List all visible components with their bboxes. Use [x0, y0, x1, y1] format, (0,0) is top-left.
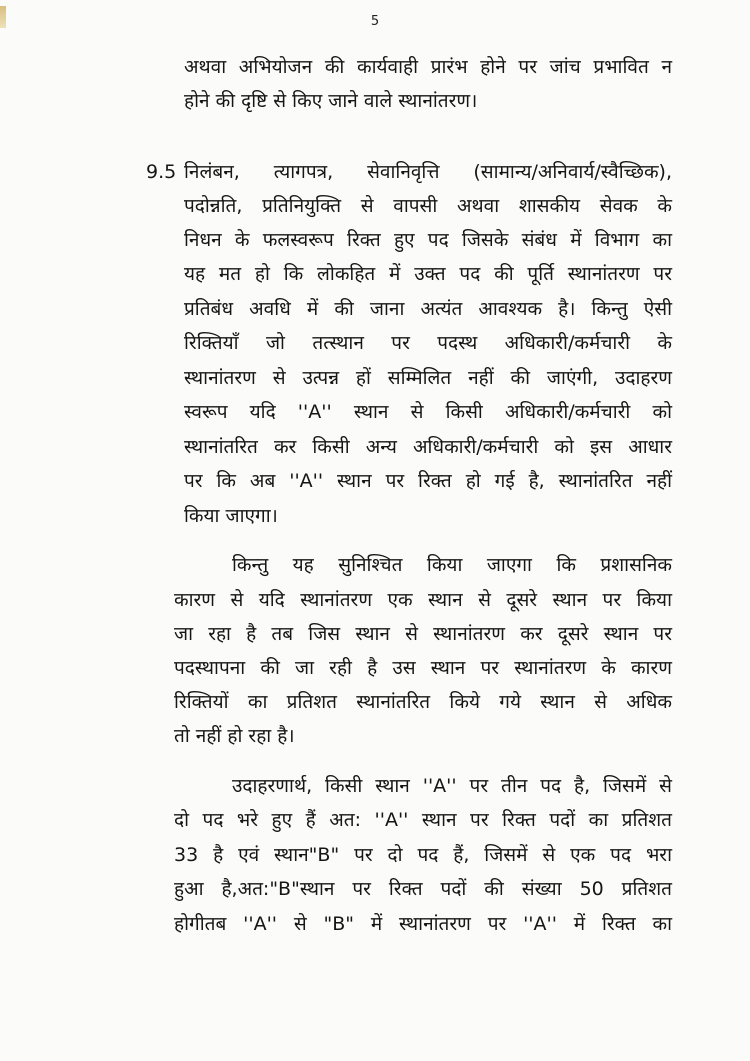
- text-line-23: हुआ है,अत:"B"स्थान पर रिक्त पदों की संख्या 50 प्रतिशत: [174, 878, 672, 900]
- text-line-10: स्वरूप यदि ''A'' स्थान से किसी अधिकारी/कर्मचारी को: [184, 401, 672, 423]
- text-line-6: यह मत हो कि लोकहित में उक्त पद की पूर्ति स्थानांतरण पर: [184, 263, 672, 285]
- text-line-1: अथवा अभियोजन की कार्यवाही प्रारंभ होने पर जांच प्रभावित न: [184, 56, 672, 78]
- text-line-19: तो नहीं हो रहा है।: [174, 725, 295, 747]
- text-line-11: स्थानांतरित कर किसी अन्य अधिकारी/कर्मचारी को इस आधार: [184, 436, 672, 458]
- text-line-20: उदाहरणार्थ, किसी स्थान ''A'' पर तीन पद है, जिसमें से: [232, 775, 672, 797]
- text-line-22: 33 है एवं स्थान"B" पर दो पद हैं, जिसमें से एक पद भरा: [174, 844, 672, 866]
- page-number: 5: [370, 14, 380, 29]
- text-line-5: निधन के फलस्वरूप रिक्त हुए पद जिसके संबंध में विभाग का: [184, 229, 672, 251]
- text-line-24: होगीतब ''A'' से "B" में स्थानांतरण पर ''A'' में रिक्त का: [174, 913, 672, 935]
- text-line-12: पर कि अब ''A'' स्थान पर रिक्त हो गई है, स्थानांतरित नहीं: [184, 470, 672, 492]
- text-line-17: पदस्थापना की जा रही है उस स्थान पर स्थानांतरण के कारण: [174, 657, 672, 679]
- clause-number: 9.5: [146, 161, 177, 183]
- text-line-3: निलंबन, त्यागपत्र, सेवानिवृत्ति (सामान्य/अनिवार्य/स्वैच्छिक),: [184, 161, 672, 183]
- text-line-16: जा रहा है तब जिस स्थान से स्थानांतरण कर दूसरे स्थान पर: [174, 623, 672, 645]
- text-line-7: प्रतिबंध अवधि में की जाना अत्यंत आवश्यक है। किन्तु ऐसी: [184, 298, 672, 320]
- text-line-18: रिक्तियों का प्रतिशत स्थानांतरित किये गये स्थान से अधिक: [174, 691, 672, 713]
- text-line-8: रिक्तियाँ जो तत्स्थान पर पदस्थ अधिकारी/कर्मचारी के: [184, 332, 672, 354]
- text-line-15: कारण से यदि स्थानांतरण एक स्थान से दूसरे स्थान पर किया: [174, 589, 672, 611]
- text-line-13: किया जाएगा।: [184, 505, 278, 527]
- text-line-9: स्थानांतरण से उत्पन्न हों सम्मिलित नहीं की जाएंगी, उदाहरण: [184, 367, 672, 389]
- text-line-4: पदोन्नति, प्रतिनियुक्ति से वापसी अथवा शासकीय सेवक के: [184, 195, 672, 217]
- text-line-14: किन्तु यह सुनिश्चित किया जाएगा कि प्रशासनिक: [232, 554, 672, 576]
- text-line-2: होने की दृष्टि से किए जाने वाले स्थानांतरण।: [184, 90, 478, 112]
- text-line-21: दो पद भरे हुए हैं अत: ''A'' स्थान पर रिक्त पदों का प्रतिशत: [174, 809, 672, 831]
